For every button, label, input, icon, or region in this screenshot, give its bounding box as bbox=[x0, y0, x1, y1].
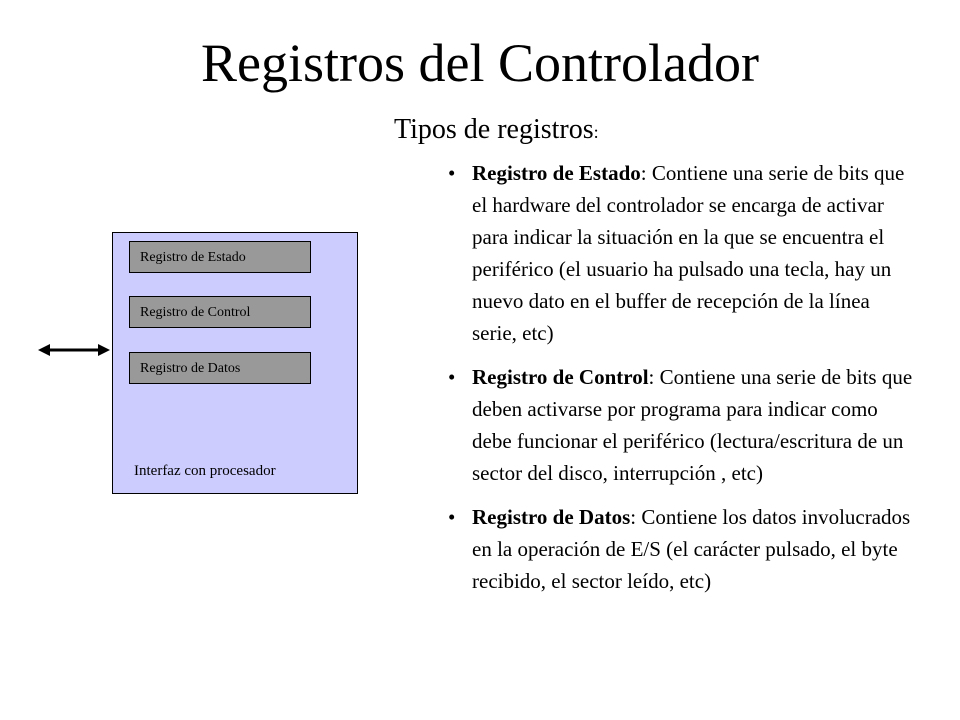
list-item-status bbox=[448, 157, 918, 349]
list-item-control bbox=[448, 361, 918, 489]
interface-label: Interfaz con procesador bbox=[134, 463, 276, 479]
bullet-term: Registro de Estado bbox=[472, 161, 641, 185]
register-status-box: Registro de Estado bbox=[129, 241, 311, 273]
controller-diagram bbox=[112, 232, 358, 494]
bullet-term: Registro de Control bbox=[472, 365, 649, 389]
register-types-list bbox=[448, 157, 918, 609]
register-control-box: Registro de Control bbox=[129, 296, 311, 328]
bullet-icon: • bbox=[448, 365, 456, 389]
register-data-box: Registro de Datos bbox=[129, 352, 311, 384]
double-arrow-icon bbox=[38, 338, 110, 362]
bullet-text: : Contiene una serie de bits que deben activarse por programa para indicar como debe funcionar el periférico (lectura/escritura de un sector del disco, interrupción , etc) bbox=[472, 365, 913, 485]
subtitle-text: Tipos de registros bbox=[394, 114, 594, 145]
subtitle-colon: : bbox=[593, 122, 599, 142]
bullet-icon: • bbox=[448, 505, 456, 529]
bullet-term: Registro de Datos bbox=[472, 505, 631, 529]
bullet-text: : Contiene los datos involucrados en la operación de E/S (el carácter pulsado, el byte recibido, el sector leído, etc) bbox=[472, 505, 911, 593]
slide-title: Registros del Controlador bbox=[201, 33, 759, 93]
bullet-icon: • bbox=[448, 161, 456, 185]
bullet-text: : Contiene una serie de bits que el hardware del controlador se encarga de activar para indicar la situación en la que se encuentra el periférico (el usuario ha pulsado una tecla, hay un nuevo dato en el buffer de recepción de la línea serie, etc) bbox=[472, 161, 905, 345]
list-item-data bbox=[448, 501, 918, 597]
slide-subtitle bbox=[394, 111, 599, 151]
